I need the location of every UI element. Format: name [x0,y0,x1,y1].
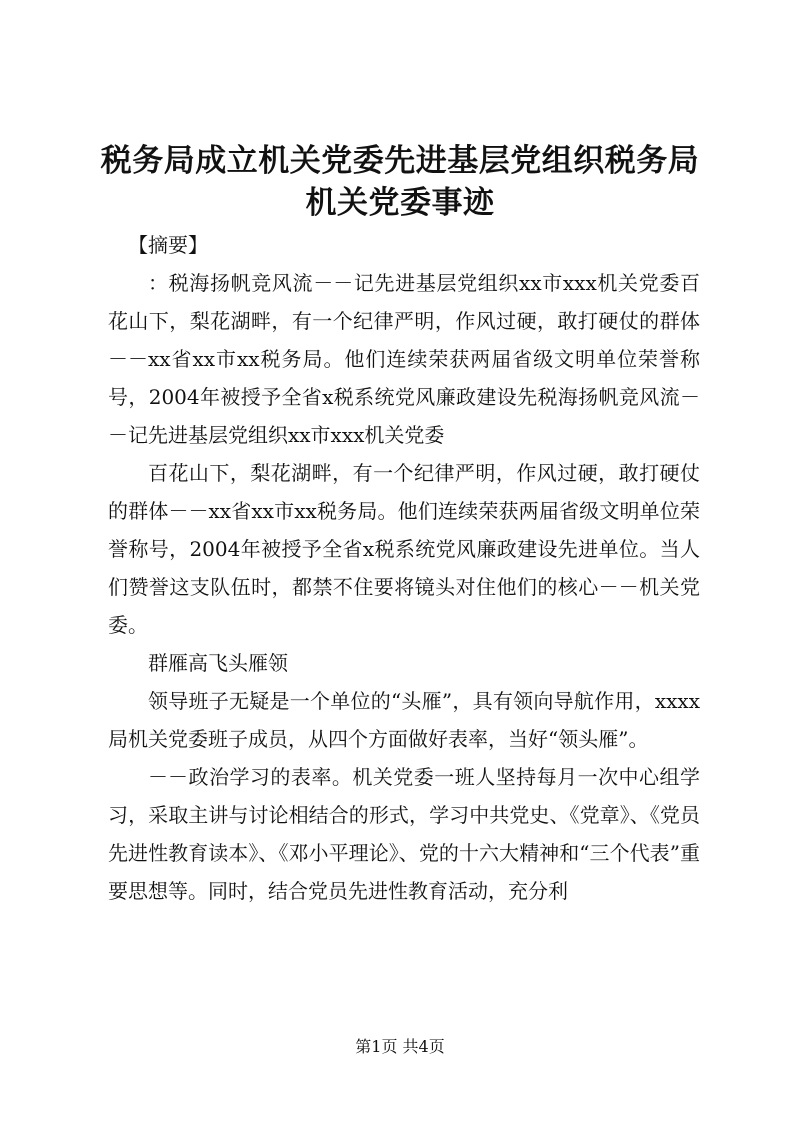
paragraph: 百花山下，梨花湖畔，有一个纪律严明，作风过硬，敢打硬仗的群体－－xx省xx市xx税务局。他们连续荣获两届省级文明单位荣誉称号，2004年被授予全省x税系统党风廉政建设先进单位。当人们赞誉这支队伍时，都禁不住要将镜头对住他们的核心－－机关党委。 [108,461,700,637]
abstract-label: 【摘要】 [128,233,208,257]
paragraph: ：税海扬帆竞风流－－记先进基层党组织xx市xxx机关党委百花山下，梨花湖畔，有一个纪律严明，作风过硬，敢打硬仗的群体－－xx省xx市xx税务局。他们连续荣获两届省级文明单位荣誉称号，2004年被授予全省x税系统党风廉政建设先税海扬帆竞风流－－记先进基层党组织xx市xxx机关党委 [108,271,700,447]
document-title: 税务局成立机关党委先进基层党组织税务局机关党委事迹 [100,143,700,221]
paragraph: 领导班子无疑是一个单位的“头雁”，具有领向导航作用，xxxx局机关党委班子成员，从四个方面做好表率，当好“领头雁”。 [108,689,700,751]
section-heading: 群雁高飞头雁领 [148,651,288,675]
document-body [108,226,700,910]
paragraph: －－政治学习的表率。机关党委一班人坚持每月一次中心组学习，采取主讲与讨论相结合的形式，学习中共党史、《党章》、《党员先进性教育读本》、《邓小平理论》、党的十六大精神和“三个代表”重要思想等。同时，结合党员先进性教育活动，充分利 [108,765,700,903]
page-number: 第1页 共4页 [355,1037,445,1056]
